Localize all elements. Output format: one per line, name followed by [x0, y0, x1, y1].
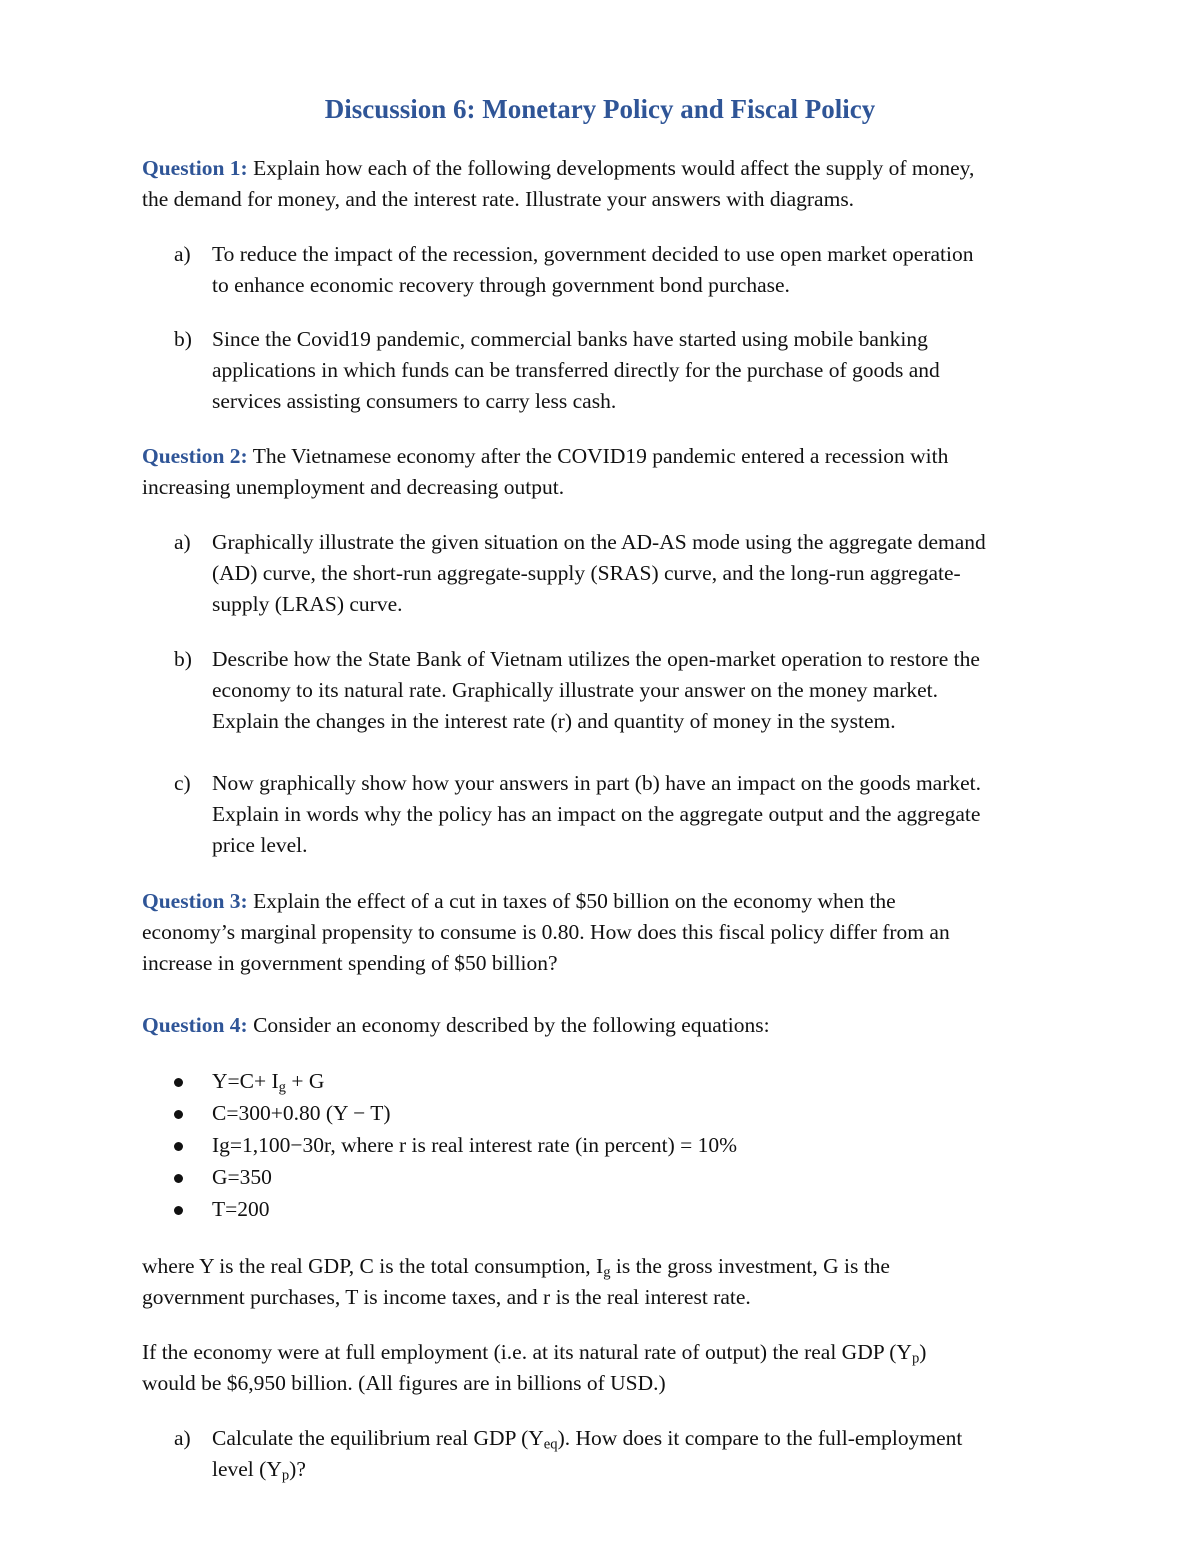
q1-item-b-line-1: Since the Covid19 pandemic, commercial banks have started using mobile banking — [212, 327, 928, 351]
q2-item-b-line-2: economy to its natural rate. Graphically illustrate your answer on the money market. — [212, 678, 938, 702]
question-2-line-2: increasing unemployment and decreasing output. — [142, 475, 565, 499]
question-2-line-1 — [142, 444, 948, 470]
question-4-intro: Consider an economy described by the following equations: — [253, 1013, 770, 1037]
where-line-2: government purchases, T is income taxes, and r is the real interest rate. — [142, 1285, 751, 1309]
q1-item-b-line-3: services assisting consumers to carry less cash. — [212, 389, 617, 413]
full-employment-line-2: would be $6,950 billion. (All figures are in billions of USD.) — [142, 1371, 666, 1395]
q2-item-a-letter: a) — [174, 530, 191, 554]
equation-output: $Y=C+ I_g + G$ — [212, 1069, 325, 1096]
equation-government: G=350 — [212, 1165, 272, 1189]
q2-item-b-line-1: Describe how the State Bank of Vietnam utilizes the open-market operation to restore the — [212, 647, 980, 671]
q1-item-a-line-2: to enhance economic recovery through government bond purchase. — [212, 273, 790, 297]
bullet-dot — [174, 1174, 183, 1183]
question-4-line-1 — [142, 1013, 770, 1039]
page-title: Discussion 6: Monetary Policy and Fiscal Policy — [324, 94, 876, 124]
equation-consumption: C=300+0.80 (Y − T) — [212, 1101, 391, 1125]
q2-item-c-line-2: Explain in words why the policy has an impact on the aggregate output and the aggregate — [212, 802, 981, 826]
question-1-label: Question 1: — [142, 156, 248, 180]
bullet-dot — [174, 1142, 183, 1151]
question-3-text: Explain the effect of a cut in taxes of $50 billion on the economy when the — [253, 889, 896, 913]
question-4-label: Question 4: — [142, 1013, 248, 1037]
q2-item-a-line-1: Graphically illustrate the given situation on the AD-AS mode using the aggregate demand — [212, 530, 986, 554]
bullet-dot — [174, 1206, 183, 1215]
q4-item-a-letter: a) — [174, 1426, 191, 1450]
bullet-dot — [174, 1078, 183, 1087]
equation-taxes: T=200 — [212, 1197, 270, 1221]
question-2-text: The Vietnamese economy after the COVID19 pandemic entered a recession with — [252, 444, 949, 468]
q1-item-b-line-2: applications in which funds can be transferred directly for the purchase of goods and — [212, 358, 940, 382]
question-3-line-1 — [142, 889, 896, 915]
q2-item-c-line-1: Now graphically show how your answers in part (b) have an impact on the goods market. — [212, 771, 982, 795]
q4-item-a-line-2: level $(Y_p)$? — [212, 1457, 306, 1484]
q2-item-b-letter: b) — [174, 647, 192, 671]
q1-item-b-letter: b) — [174, 327, 192, 351]
question-1-line-1 — [142, 156, 974, 182]
q2-item-b-line-3: Explain the changes in the interest rate (r) and quantity of money in the system. — [212, 709, 896, 733]
question-1-line-2: the demand for money, and the interest rate. Illustrate your answers with diagrams. — [142, 187, 855, 211]
q1-item-a-letter: a) — [174, 242, 191, 266]
q4-item-a-line-1: Calculate the equilibrium real GDP $(Y_{eq})$. How does it compare to the full-employment — [212, 1426, 963, 1453]
where-line-1: where Y is the real GDP, C is the total consumption, $I_g$ is the gross investment, G is the — [142, 1254, 890, 1281]
question-2-label: Question 2: — [142, 444, 248, 468]
q2-item-c-letter: c) — [174, 771, 191, 795]
question-3-line-2: economy’s marginal propensity to consume is 0.80. How does this fiscal policy differ from an — [142, 920, 950, 944]
question-3-label: Question 3: — [142, 889, 248, 913]
question-1-text: Explain how each of the following developments would affect the supply of money, — [253, 156, 975, 180]
full-employment-line-1: If the economy were at full employment (i.e. at its natural rate of output) the real GDP $(Y_p)$ — [142, 1340, 927, 1367]
q2-item-a-line-3: supply (LRAS) curve. — [212, 592, 403, 616]
equation-investment: Ig=1,100−30r, where r is real interest rate (in percent) = 10% — [212, 1133, 738, 1157]
q2-item-c-line-3: price level. — [212, 833, 308, 857]
question-3-line-3: increase in government spending of $50 billion? — [142, 951, 558, 975]
q2-item-a-line-2: (AD) curve, the short-run aggregate-supply (SRAS) curve, and the long-run aggregate- — [212, 561, 961, 585]
bullet-dot — [174, 1110, 183, 1119]
q1-item-a-line-1: To reduce the impact of the recession, government decided to use open market operation — [212, 242, 974, 266]
